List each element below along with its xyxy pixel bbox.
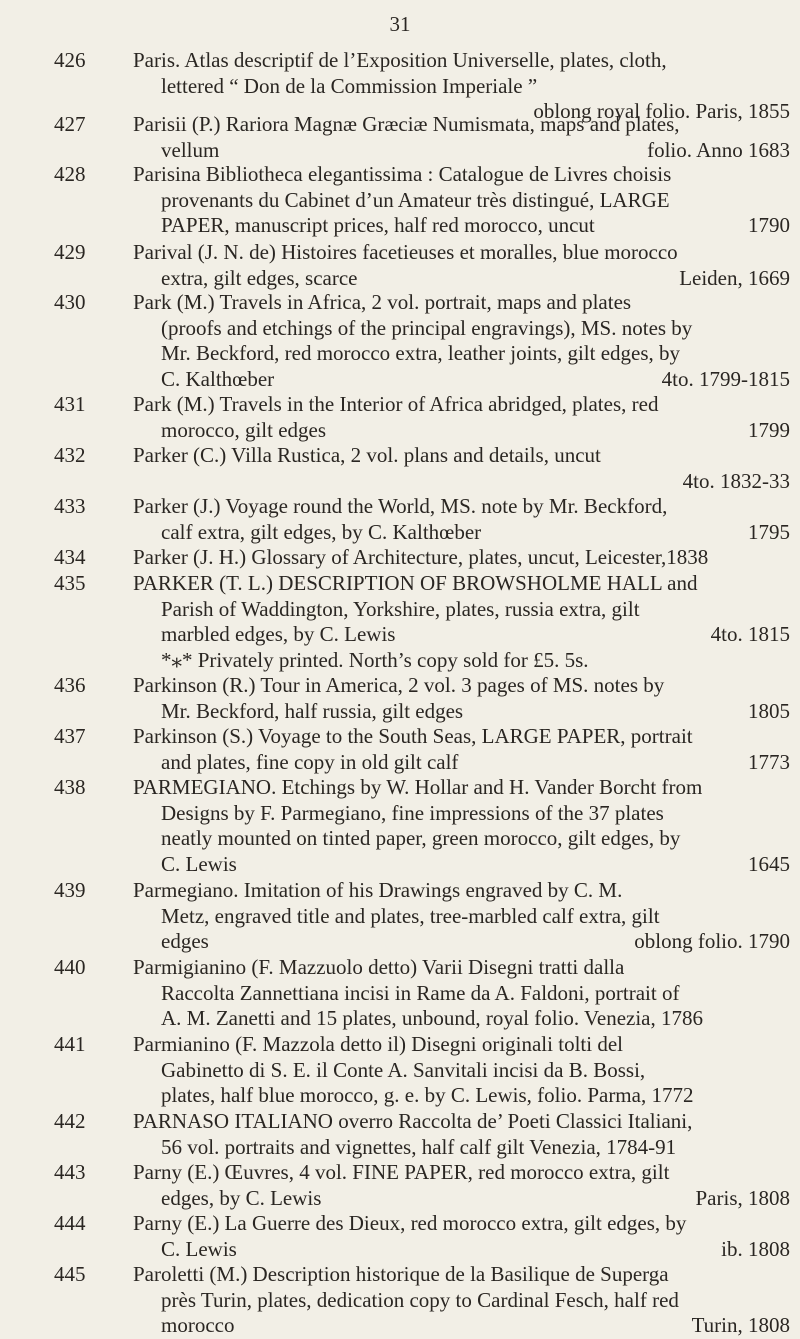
catalogue-entry	[133, 724, 790, 775]
entry-line	[133, 1237, 790, 1263]
catalogue-entry	[133, 1160, 790, 1211]
entry-line	[133, 1109, 790, 1135]
entry-text: lettered “ Don de la Commission Imperiale ”	[161, 73, 538, 98]
entry-line	[133, 494, 790, 520]
lot-number: 428	[54, 162, 86, 186]
entry-text: PAPER, manuscript prices, half red morocco, uncut	[161, 213, 595, 237]
entry-imprint: 1795	[748, 519, 790, 544]
entry-text: edges	[161, 929, 209, 953]
entry-text: morocco, gilt edges	[161, 417, 327, 442]
entry-text: Designs by F. Parmegiano, fine impressions of the 37 plates	[161, 800, 664, 825]
lot-number: 438	[54, 775, 86, 799]
entry-line	[133, 545, 790, 571]
entry-line	[133, 981, 790, 1007]
entry-line	[133, 213, 790, 239]
catalogue-entry	[133, 240, 790, 291]
entry-line	[133, 240, 790, 266]
entry-text: marbled edges, by C. Lewis	[161, 622, 396, 646]
entry-line	[133, 852, 790, 878]
entry-imprint: Leiden, 1669	[679, 265, 790, 290]
entry-line	[133, 341, 790, 367]
entry-line	[133, 1135, 790, 1161]
entry-line	[133, 316, 790, 342]
entry-text: edges, by C. Lewis	[161, 1185, 322, 1210]
entry-text: Metz, engraved title and plates, tree-marbled calf extra, gilt	[161, 903, 660, 928]
entry-line	[133, 74, 790, 100]
lot-number: 430	[54, 290, 86, 314]
entry-imprint: folio. Anno 1683	[647, 137, 790, 162]
catalogue-entry	[133, 112, 790, 163]
entry-line	[133, 290, 790, 316]
entry-imprint: 1645	[748, 851, 790, 876]
lot-number: 429	[54, 240, 86, 264]
catalogue-entry	[133, 878, 790, 955]
entry-text: PARMEGIANO. Etchings by W. Hollar and H. Vander Borcht from	[133, 775, 703, 799]
entry-text: 56 vol. portraits and vignettes, half calf gilt Venezia, 1784-91	[161, 1134, 677, 1159]
entry-text: and plates, fine copy in old gilt calf	[161, 749, 459, 774]
entry-line	[133, 724, 790, 750]
entry-text: A. M. Zanetti and 15 plates, unbound, royal folio. Venezia, 1786	[161, 1006, 704, 1030]
entry-text: Mr. Beckford, half russia, gilt edges	[161, 698, 464, 723]
entry-text: extra, gilt edges, scarce	[161, 265, 358, 290]
entry-line	[133, 367, 790, 393]
entry-text: Parish of Waddington, Yorkshire, plates, russia extra, gilt	[161, 596, 640, 621]
entry-text: Parkinson (R.) Tour in America, 2 vol. 3 pages of MS. notes by	[133, 673, 665, 697]
entry-text: PARKER (T. L.) DESCRIPTION OF BROWSHOLME HALL and	[133, 571, 698, 595]
lot-number: 444	[54, 1211, 86, 1235]
catalogue-entry	[133, 775, 790, 877]
entry-line	[133, 1083, 790, 1109]
entry-text: Paroletti (M.) Description historique de la Basilique de Superga	[133, 1262, 669, 1286]
entry-line	[133, 1058, 790, 1084]
entry-text: PARNASO ITALIANO overro Raccolta de’ Poeti Classici Italiani,	[133, 1109, 693, 1133]
lot-number: 441	[54, 1032, 86, 1056]
entry-line	[133, 1211, 790, 1237]
entry-text: (proofs and etchings of the principal engravings), MS. notes by	[161, 315, 693, 340]
entry-line	[133, 1288, 790, 1314]
entry-line	[133, 469, 790, 495]
entry-line	[133, 699, 790, 725]
catalogue-entry	[133, 545, 790, 571]
entry-text: Paris. Atlas descriptif de l’Exposition Universelle, plates, cloth,	[133, 48, 667, 72]
lot-number: 443	[54, 1160, 86, 1184]
entry-text: neatly mounted on tinted paper, green morocco, gilt edges, by	[161, 826, 681, 850]
lot-number: 440	[54, 955, 86, 979]
entry-imprint: 4to. 1815	[710, 622, 790, 646]
entry-line	[133, 801, 790, 827]
entry-text: Parmianino (F. Mazzola detto il) Disegni originali tolti del	[133, 1032, 623, 1056]
entry-line	[133, 1006, 790, 1032]
catalogue-entry	[133, 392, 790, 443]
lot-number: 434	[54, 545, 86, 569]
page-number: 31	[389, 12, 411, 36]
entry-imprint: Turin, 1808	[691, 1313, 790, 1337]
lot-number: 435	[54, 571, 86, 595]
entry-text: Parmigianino (F. Mazzuolo detto) Varii Disegni tratti dalla	[133, 955, 625, 979]
entry-line	[133, 597, 790, 623]
entry-line	[133, 622, 790, 648]
catalogue-entry	[133, 1262, 790, 1339]
catalogue-entry	[133, 443, 790, 494]
catalogue-entry	[133, 1032, 790, 1109]
entry-imprint: 1799	[748, 417, 790, 442]
entry-imprint: 4to. 1799-1815	[661, 366, 790, 391]
entry-line	[133, 571, 790, 597]
entry-imprint: 4to. 1832-33	[682, 468, 790, 493]
catalogue-entry	[133, 571, 790, 673]
entry-line	[133, 392, 790, 418]
entry-line	[133, 648, 790, 674]
entry-text: près Turin, plates, dedication copy to Cardinal Fesch, half red	[161, 1287, 679, 1312]
entry-text: vellum	[161, 137, 220, 162]
entry-text: Gabinetto di S. E. il Conte A. Sanvitali incisi da B. Bossi,	[161, 1057, 646, 1082]
entry-line	[133, 443, 790, 469]
lot-number: 437	[54, 724, 86, 748]
lot-number: 432	[54, 443, 86, 467]
entry-text: Parkinson (S.) Voyage to the South Seas, LARGE PAPER, portrait	[133, 724, 693, 748]
entry-text: Parmegiano. Imitation of his Drawings engraved by C. M.	[133, 878, 623, 902]
lot-number: 433	[54, 494, 86, 518]
entry-line	[133, 1032, 790, 1058]
entry-line	[133, 673, 790, 699]
entry-line	[133, 775, 790, 801]
entry-text: provenants du Cabinet d’un Amateur très distingué, LARGE	[161, 187, 670, 212]
entry-text: Raccolta Zannettiana incisi in Rame da A. Faldoni, portrait of	[161, 980, 680, 1005]
entry-imprint: oblong royal folio. Paris, 1855	[533, 99, 790, 123]
entry-line	[133, 1262, 790, 1288]
entry-text: C. Lewis	[161, 851, 237, 876]
lot-number: 442	[54, 1109, 86, 1133]
entry-line	[133, 48, 790, 74]
entry-line	[133, 188, 790, 214]
entry-text: Parker (J. H.) Glossary of Architecture, plates, uncut, Leicester,1838	[133, 545, 709, 569]
entry-line	[133, 750, 790, 776]
lot-number: 431	[54, 392, 86, 416]
entry-line	[133, 520, 790, 546]
lot-number: 436	[54, 673, 86, 697]
entry-text: calf extra, gilt edges, by C. Kalthœber	[161, 519, 482, 544]
entry-imprint: 1790	[748, 213, 790, 237]
entry-text: Parker (C.) Villa Rustica, 2 vol. plans and details, uncut	[133, 443, 601, 467]
entry-line	[133, 878, 790, 904]
entry-text: morocco	[161, 1313, 235, 1337]
catalogue-entry	[133, 673, 790, 724]
lot-number: 439	[54, 878, 86, 902]
entry-text: C. Kalthœber	[161, 366, 275, 391]
entry-text: Parisina Bibliotheca elegantissima : Catalogue de Livres choisis	[133, 162, 672, 186]
catalogue-entry	[133, 290, 790, 392]
lot-number: 427	[54, 112, 86, 136]
entry-text: C. Lewis	[161, 1236, 237, 1261]
entry-imprint: Paris, 1808	[695, 1185, 790, 1210]
entry-imprint: oblong folio. 1790	[634, 929, 790, 953]
entry-text: Mr. Beckford, red morocco extra, leather joints, gilt edges, by	[161, 341, 681, 365]
catalogue-entry	[133, 494, 790, 545]
entry-line	[133, 138, 790, 164]
entry-imprint: ib. 1808	[721, 1236, 790, 1261]
entry-text: Parisii (P.) Rariora Magnæ Græciæ Numismata, maps and plates,	[133, 112, 680, 136]
entry-imprint: 1805	[748, 698, 790, 723]
entry-text: plates, half blue morocco, g. e. by C. Lewis, folio. Parma, 1772	[161, 1083, 694, 1107]
entry-line	[133, 418, 790, 444]
entry-imprint: 1773	[748, 749, 790, 774]
entry-line	[133, 929, 790, 955]
entry-line	[133, 162, 790, 188]
catalogue-entry	[133, 162, 790, 239]
entry-line	[133, 1160, 790, 1186]
catalogue-entry	[133, 955, 790, 1032]
entry-line	[133, 826, 790, 852]
entry-line	[133, 904, 790, 930]
lot-number: 445	[54, 1262, 86, 1286]
entry-text: Park (M.) Travels in Africa, 2 vol. portrait, maps and plates	[133, 290, 632, 314]
entry-line	[133, 266, 790, 292]
lot-number: 426	[54, 48, 86, 72]
entry-text: Parival (J. N. de) Histoires facetieuses et moralles, blue morocco	[133, 240, 678, 264]
entry-line	[133, 1186, 790, 1212]
entry-line	[133, 112, 790, 138]
entry-line	[133, 955, 790, 981]
entry-text: *⁎* Privately printed. North’s copy sold for £5. 5s.	[161, 647, 589, 672]
entry-text: Park (M.) Travels in the Interior of Africa abridged, plates, red	[133, 392, 659, 416]
entry-text: Parny (E.) La Guerre des Dieux, red morocco extra, gilt edges, by	[133, 1211, 687, 1235]
entry-line	[133, 1313, 790, 1339]
entry-text: Parker (J.) Voyage round the World, MS. note by Mr. Beckford,	[133, 494, 668, 518]
entry-text: Parny (E.) Œuvres, 4 vol. FINE PAPER, red morocco extra, gilt	[133, 1160, 670, 1184]
catalogue-entry	[133, 1109, 790, 1160]
catalogue-entry	[133, 1211, 790, 1262]
